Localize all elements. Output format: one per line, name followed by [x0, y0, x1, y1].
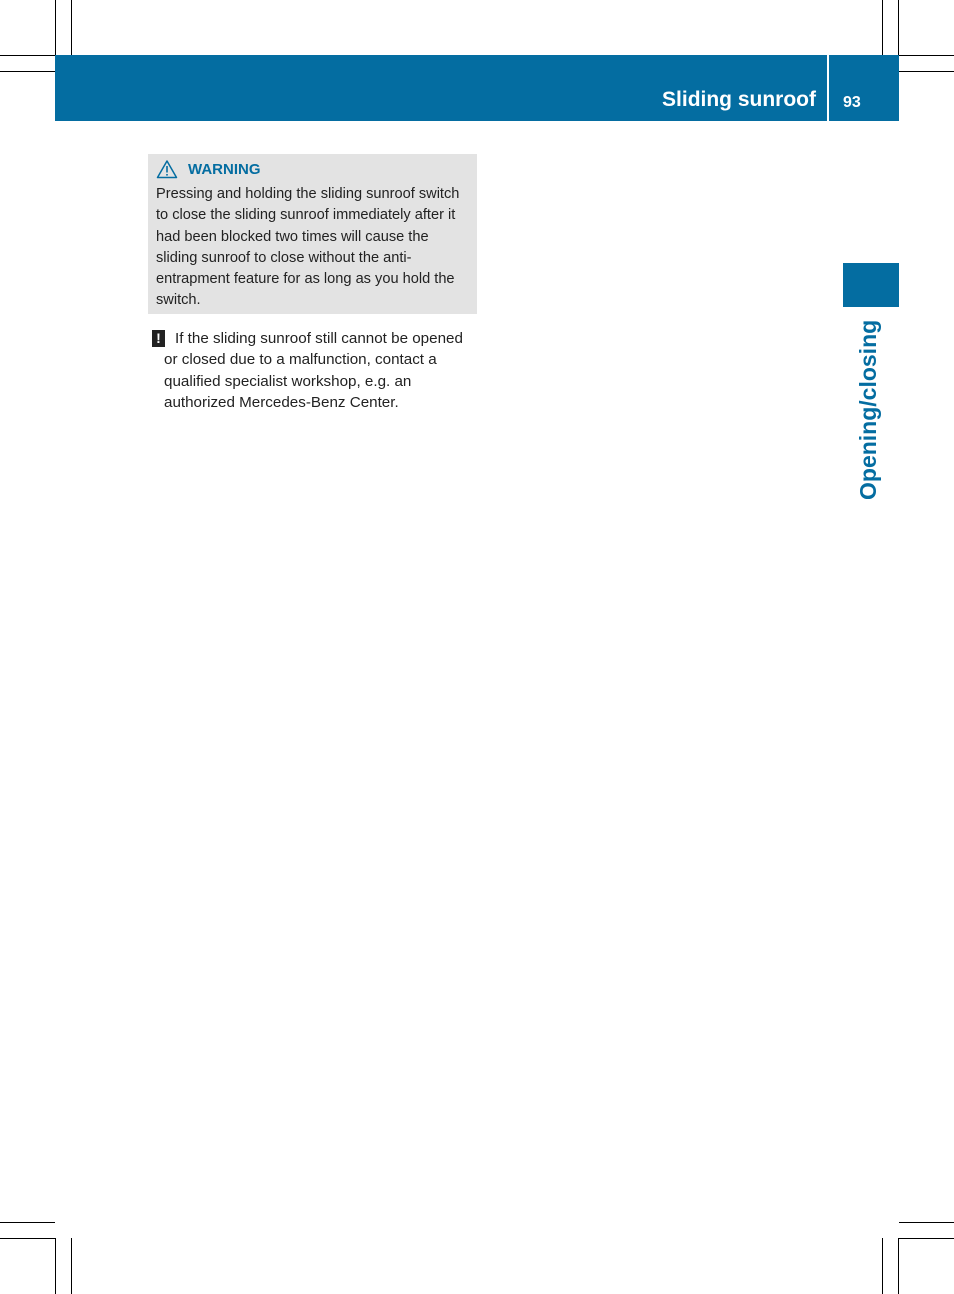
warning-triangle-icon — [156, 159, 178, 179]
page-header — [55, 55, 899, 121]
header-divider — [827, 55, 829, 121]
crop-mark — [899, 55, 954, 56]
crop-mark — [0, 1222, 55, 1223]
crop-mark — [0, 71, 55, 72]
exclamation-icon: ! — [152, 330, 165, 347]
note-paragraph — [148, 328, 480, 413]
crop-mark — [71, 1238, 72, 1294]
crop-mark — [55, 0, 56, 55]
note-text: If the sliding sunroof still cannot be opened or closed due to a malfunction, contact a qualified specialist workshop, e.g. an authorized Mercedes-Benz Center. — [164, 330, 463, 411]
page-number: 93 — [843, 94, 861, 111]
crop-mark — [882, 0, 883, 55]
crop-mark — [0, 1238, 55, 1239]
crop-mark — [0, 55, 55, 56]
warning-heading: WARNING — [188, 160, 261, 178]
chapter-tab — [843, 263, 899, 307]
crop-mark — [898, 1238, 899, 1294]
chapter-label: Opening/closing — [855, 319, 881, 500]
warning-text: Pressing and holding the sliding sunroof switch to close the sliding sunroof immediately after it had been blocked two times will cause the sliding sunroof to close without the anti-entrapment feature for as long as you hold the switch. — [156, 186, 460, 309]
warning-box — [148, 154, 477, 314]
crop-mark — [899, 1222, 954, 1223]
section-title: Sliding sunroof — [662, 88, 816, 111]
crop-mark — [898, 0, 899, 55]
crop-mark — [899, 1238, 954, 1239]
crop-mark — [882, 1238, 883, 1294]
crop-mark — [899, 71, 954, 72]
crop-mark — [55, 1238, 56, 1294]
warning-header — [156, 158, 469, 180]
crop-mark — [71, 0, 72, 55]
